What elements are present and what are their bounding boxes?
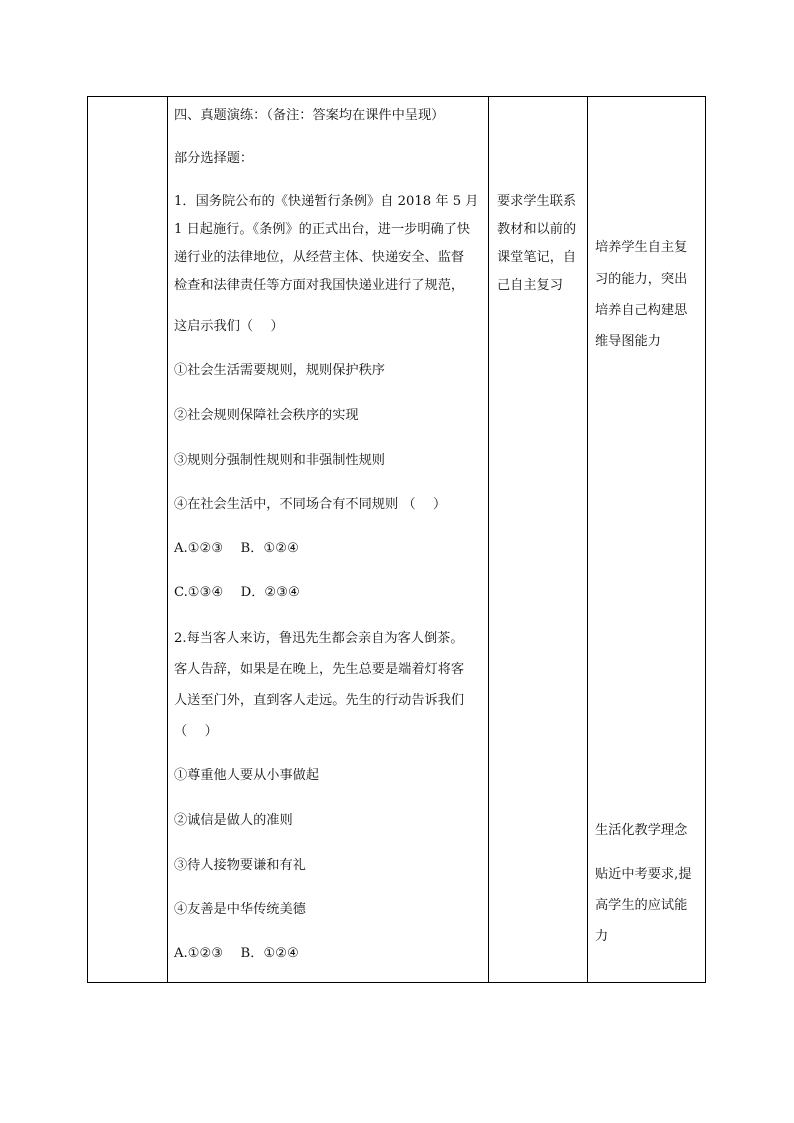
empty-column-cell	[88, 97, 167, 982]
intent-line: 贴近中考要求,提	[595, 867, 692, 882]
student-activity-cell	[489, 97, 587, 982]
subheading: 部分选择题：	[174, 151, 254, 166]
question1-option: A.①②③ B．①②④	[174, 541, 299, 556]
intent-line: 维导图能力	[595, 334, 661, 349]
question1-line: 这启示我们（ ）	[174, 319, 284, 334]
question2-line: 人送至门外，直到客人走远。先生的行动告诉我们	[174, 693, 465, 708]
question2-statement: ②诚信是做人的准则	[174, 813, 293, 828]
question1-line: 检查和法律责任等方面对我国快递业进行了规范，	[174, 278, 465, 293]
activity-line: 课堂笔记，自	[497, 250, 577, 265]
question2-option: A.①②③ B．①②④	[174, 946, 299, 961]
intent-line: 习的能力，突出	[595, 272, 688, 287]
activity-line: 己自主复习	[497, 278, 563, 293]
question1-line: 1．国务院公布的《快递暂行条例》自 2018 年 5 月	[174, 194, 479, 209]
exercise-content-cell	[168, 97, 488, 982]
question1-statement: ④在社会生活中，不同场合有不同规则 （ ）	[174, 497, 447, 512]
question1-statement: ①社会生活需要规则，规则保护秩序	[174, 363, 385, 378]
question1-statement: ②社会规则保障社会秩序的实现	[174, 408, 359, 423]
question2-statement: ④友善是中华传统美德	[174, 902, 306, 917]
activity-line: 教材和以前的	[497, 222, 577, 237]
question2-statement: ①尊重他人要从小事做起	[174, 768, 320, 783]
section-title: 四、真题演练：（备注：答案均在课件中呈现）	[174, 108, 445, 123]
intent-line: 高学生的应试能	[595, 898, 688, 913]
activity-line: 要求学生联系	[497, 194, 577, 209]
question1-line: 1 日起施行。《条例》的正式出台，进一步明确了快	[174, 222, 471, 237]
question2-line: 客人告辞，如果是在晚上，先生总要是端着灯将客	[174, 662, 465, 677]
design-intent-cell	[588, 97, 706, 982]
question2-statement: ③待人接物要谦和有礼	[174, 858, 306, 873]
intent-line: 培养自己构建思	[595, 303, 688, 318]
lesson-plan-table	[87, 96, 706, 983]
question1-statement: ③规则分强制性规则和非强制性规则	[174, 453, 385, 468]
question1-option: C.①③④ D．②③④	[174, 585, 300, 600]
intent-line: 培养学生自主复	[595, 240, 688, 255]
question2-line: （ ）	[174, 724, 218, 739]
question2-line: 2.每当客人来访，鲁迅先生都会亲自为客人倒茶。	[174, 631, 464, 646]
intent-line: 力	[595, 929, 609, 944]
intent-line: 生活化教学理念	[595, 823, 688, 838]
question1-line: 递行业的法律地位，从经营主体、快递安全、监督	[174, 250, 465, 265]
